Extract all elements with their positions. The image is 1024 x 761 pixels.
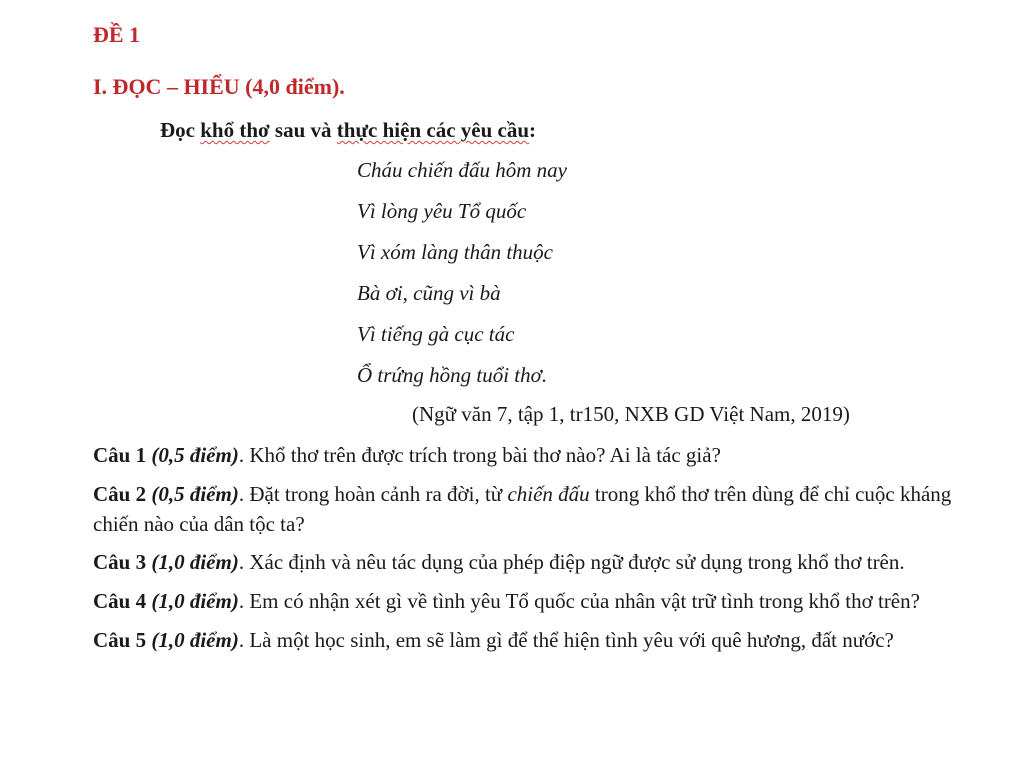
question-points: (1,0 điểm) bbox=[146, 628, 239, 652]
question-points: (1,0 điểm) bbox=[146, 550, 239, 574]
instruction-text-underlined: khổ thơ bbox=[200, 118, 270, 142]
poem-line: Vì xóm làng thân thuộc bbox=[357, 240, 553, 264]
question-text: . Xác định và nêu tác dụng của phép điệp ngữ được sử dụng trong khổ thơ trên. bbox=[238, 550, 905, 574]
poem-line: Vì tiếng gà cục tác bbox=[357, 322, 515, 346]
question-points: (1,0 điểm) bbox=[146, 589, 239, 613]
question-item bbox=[93, 586, 973, 616]
poem-stanza bbox=[357, 152, 567, 398]
exam-title: ĐỀ 1 bbox=[93, 22, 141, 47]
instruction-text: sau và bbox=[269, 118, 337, 142]
question-text: . Em có nhận xét gì về tình yêu Tổ quốc của nhân vật trữ tình trong khổ thơ trên? bbox=[238, 589, 920, 613]
question-label: Câu 2 bbox=[93, 482, 147, 506]
question-text: . Khổ thơ trên được trích trong bài thơ nào? Ai là tác giả? bbox=[238, 443, 721, 467]
poem-source-citation: (Ngữ văn 7, tập 1, tr150, NXB GD Việt Nam, 2019) bbox=[412, 402, 850, 426]
question-label: Câu 3 bbox=[93, 550, 147, 574]
poem-line: Bà ơi, cũng vì bà bbox=[357, 281, 501, 305]
section-title: I. ĐỌC – HIỂU (4,0 điểm). bbox=[93, 74, 345, 99]
question-list bbox=[93, 440, 973, 664]
instruction-text-underlined: thực hiện các yêu cầu bbox=[336, 118, 530, 142]
question-item bbox=[93, 625, 973, 655]
question-label: Câu 1 bbox=[93, 443, 147, 467]
question-item bbox=[93, 440, 973, 470]
poem-line: Ổ trứng hồng tuổi thơ. bbox=[357, 363, 548, 387]
question-item bbox=[93, 479, 973, 539]
question-emphasis: chiến đấu bbox=[507, 482, 590, 506]
question-text: trong khổ thơ trên dùng để chỉ cuộc kháng chiến nào của dân tộc ta? bbox=[93, 482, 952, 536]
poem-line: Cháu chiến đấu hôm nay bbox=[357, 158, 567, 182]
question-label: Câu 4 bbox=[93, 589, 147, 613]
question-points: (0,5 điểm) bbox=[146, 482, 239, 506]
instruction-text: Đọc bbox=[160, 118, 201, 142]
instruction-text: : bbox=[529, 118, 537, 142]
question-label: Câu 5 bbox=[93, 628, 147, 652]
question-item bbox=[93, 547, 973, 577]
poem-line: Vì lòng yêu Tổ quốc bbox=[357, 199, 527, 223]
question-points: (0,5 điểm) bbox=[146, 443, 239, 467]
question-text: . Là một học sinh, em sẽ làm gì để thể hiện tình yêu với quê hương, đất nước? bbox=[238, 628, 894, 652]
question-text: . Đặt trong hoàn cảnh ra đời, từ bbox=[238, 482, 508, 506]
reading-instruction bbox=[160, 118, 536, 143]
